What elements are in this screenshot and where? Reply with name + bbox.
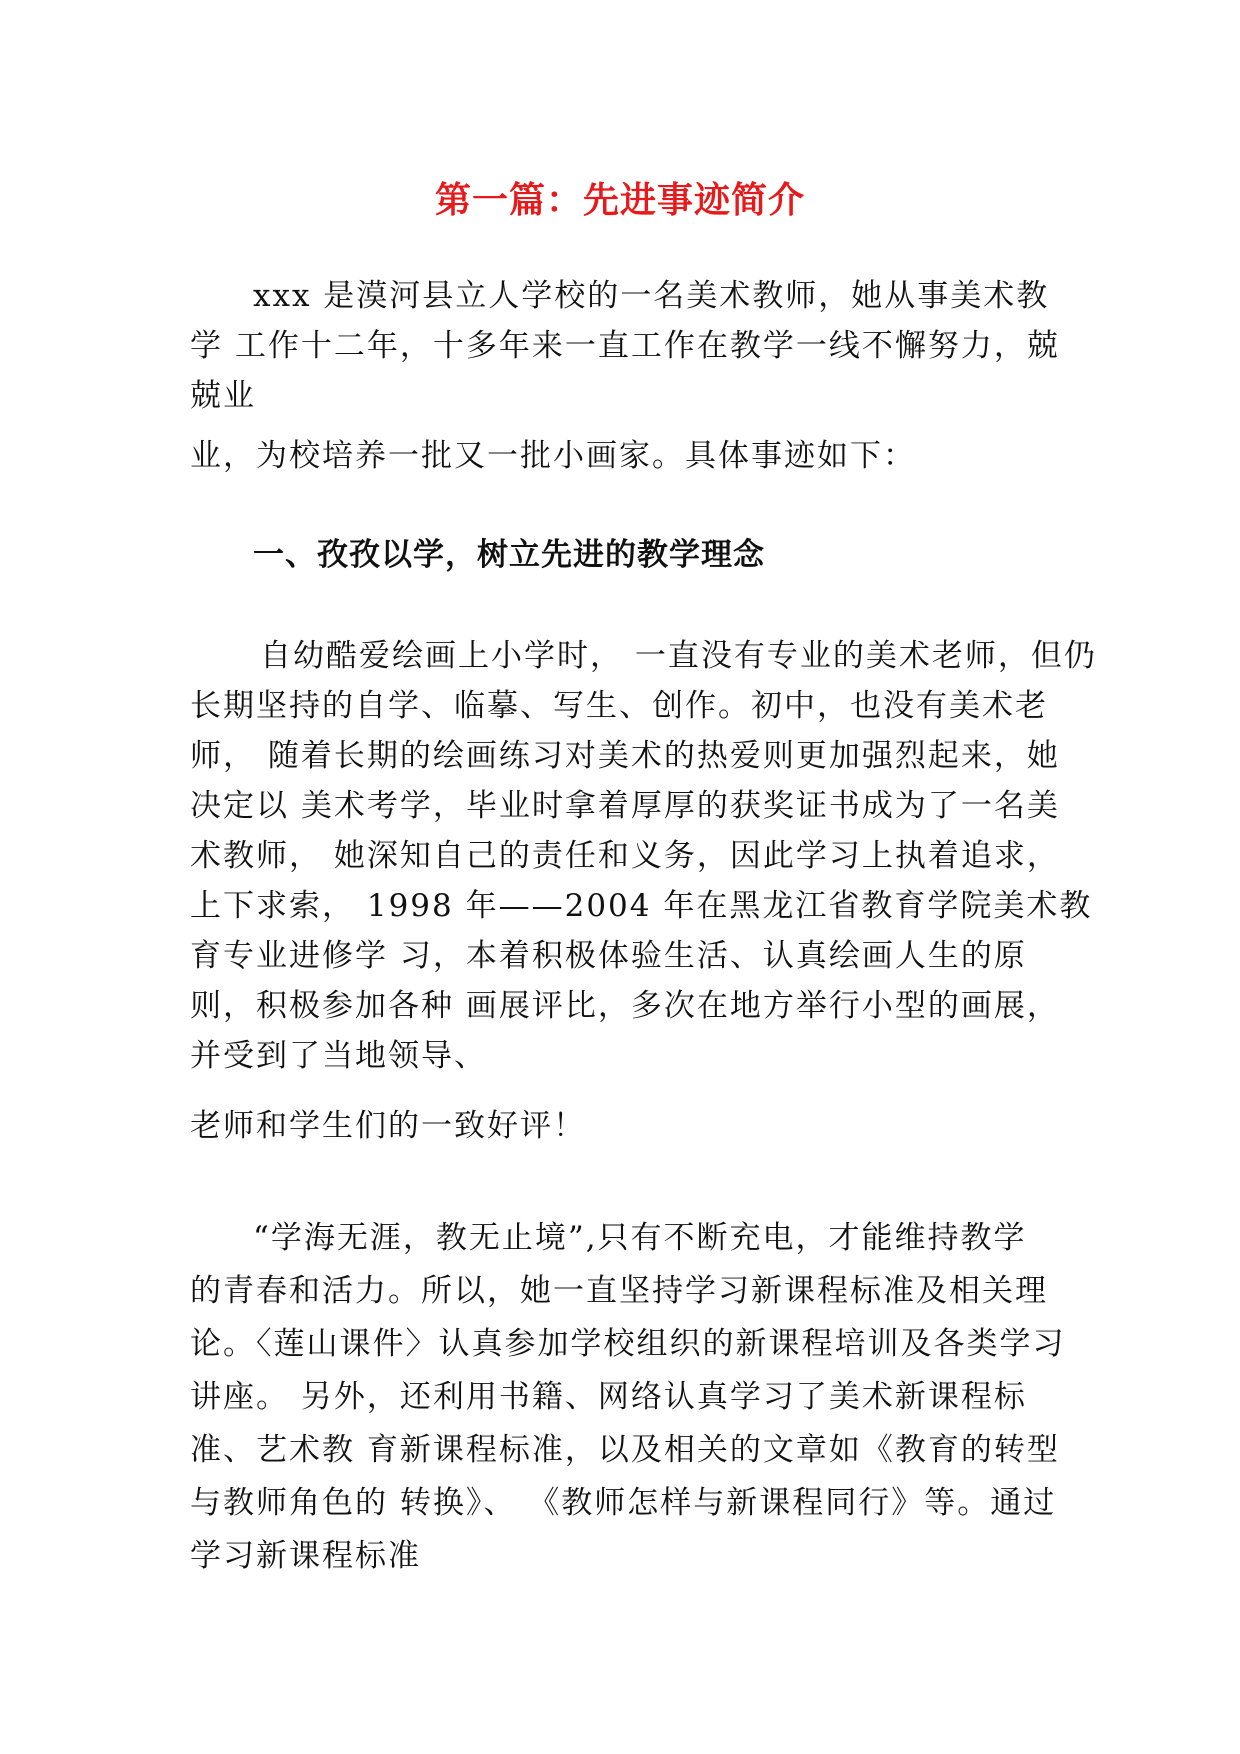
paragraph-line: 论。〈莲山课件〉认真参加学校组织的新课程培训及各类学习 bbox=[190, 1326, 1066, 1362]
paragraph-line: 兢业 bbox=[190, 378, 256, 414]
paragraph-line: 决定以 美术考学，毕业时拿着厚厚的获奖证书成为了一名美 bbox=[190, 788, 1060, 824]
section-heading: 一、孜孜以学，树立先进的教学理念 bbox=[253, 537, 765, 573]
paragraph-line: 准、艺术教 育新课程标准，以及相关的文章如《教育的转型 bbox=[190, 1432, 1060, 1468]
paragraph-line: 师， 随着长期的绘画练习对美术的热爱则更加强烈起来，她 bbox=[190, 738, 1060, 774]
paragraph-line: 的青春和活力。所以，她一直坚持学习新课程标准及相关理 bbox=[190, 1273, 1048, 1309]
paragraph-line: 育专业进修学 习，本着积极体验生活、认真绘画人生的原 bbox=[190, 938, 1027, 974]
paragraph-line: 上下求索， 1998 年——2004 年在黑龙江省教育学院美术教 bbox=[190, 888, 1093, 924]
document-title: 第一篇：先进事迹简介 bbox=[434, 180, 805, 221]
paragraph-line: 长期坚持的自学、临摹、写生、创作。初中，也没有美术老 bbox=[190, 688, 1048, 724]
paragraph-line: 与教师角色的 转换》、 《教师怎样与新课程同行》等。通过 bbox=[190, 1485, 1057, 1521]
paragraph-line: 学习新课程标准 bbox=[190, 1538, 421, 1574]
paragraph-line: “学海无涯，教无止境”,只有不断充电，才能维持教学 bbox=[253, 1220, 1027, 1256]
paragraph-line: 并受到了当地领导、 bbox=[190, 1038, 487, 1074]
paragraph-line: 老师和学生们的一致好评！ bbox=[190, 1108, 586, 1144]
paragraph-line: xxx 是漠河县立人学校的一名美术教师，她从事美术教 bbox=[253, 278, 1050, 314]
paragraph-line: 业，为校培养一批又一批小画家。具体事迹如下： bbox=[190, 438, 916, 474]
paragraph-line: 讲座。 另外，还利用书籍、网络认真学习了美术新课程标 bbox=[190, 1379, 1027, 1415]
paragraph-line: 学 工作十二年，十多年来一直工作在教学一线不懈努力，兢 bbox=[190, 328, 1060, 364]
paragraph-line: 自幼酷爱绘画上小学时， 一直没有专业的美术老师，但仍 bbox=[260, 638, 1097, 674]
paragraph-line: 则，积极参加各种 画展评比，多次在地方举行小型的画展， bbox=[190, 988, 1060, 1024]
paragraph-line: 术教师， 她深知自己的责任和义务，因此学习上执着追求， bbox=[190, 838, 1060, 874]
